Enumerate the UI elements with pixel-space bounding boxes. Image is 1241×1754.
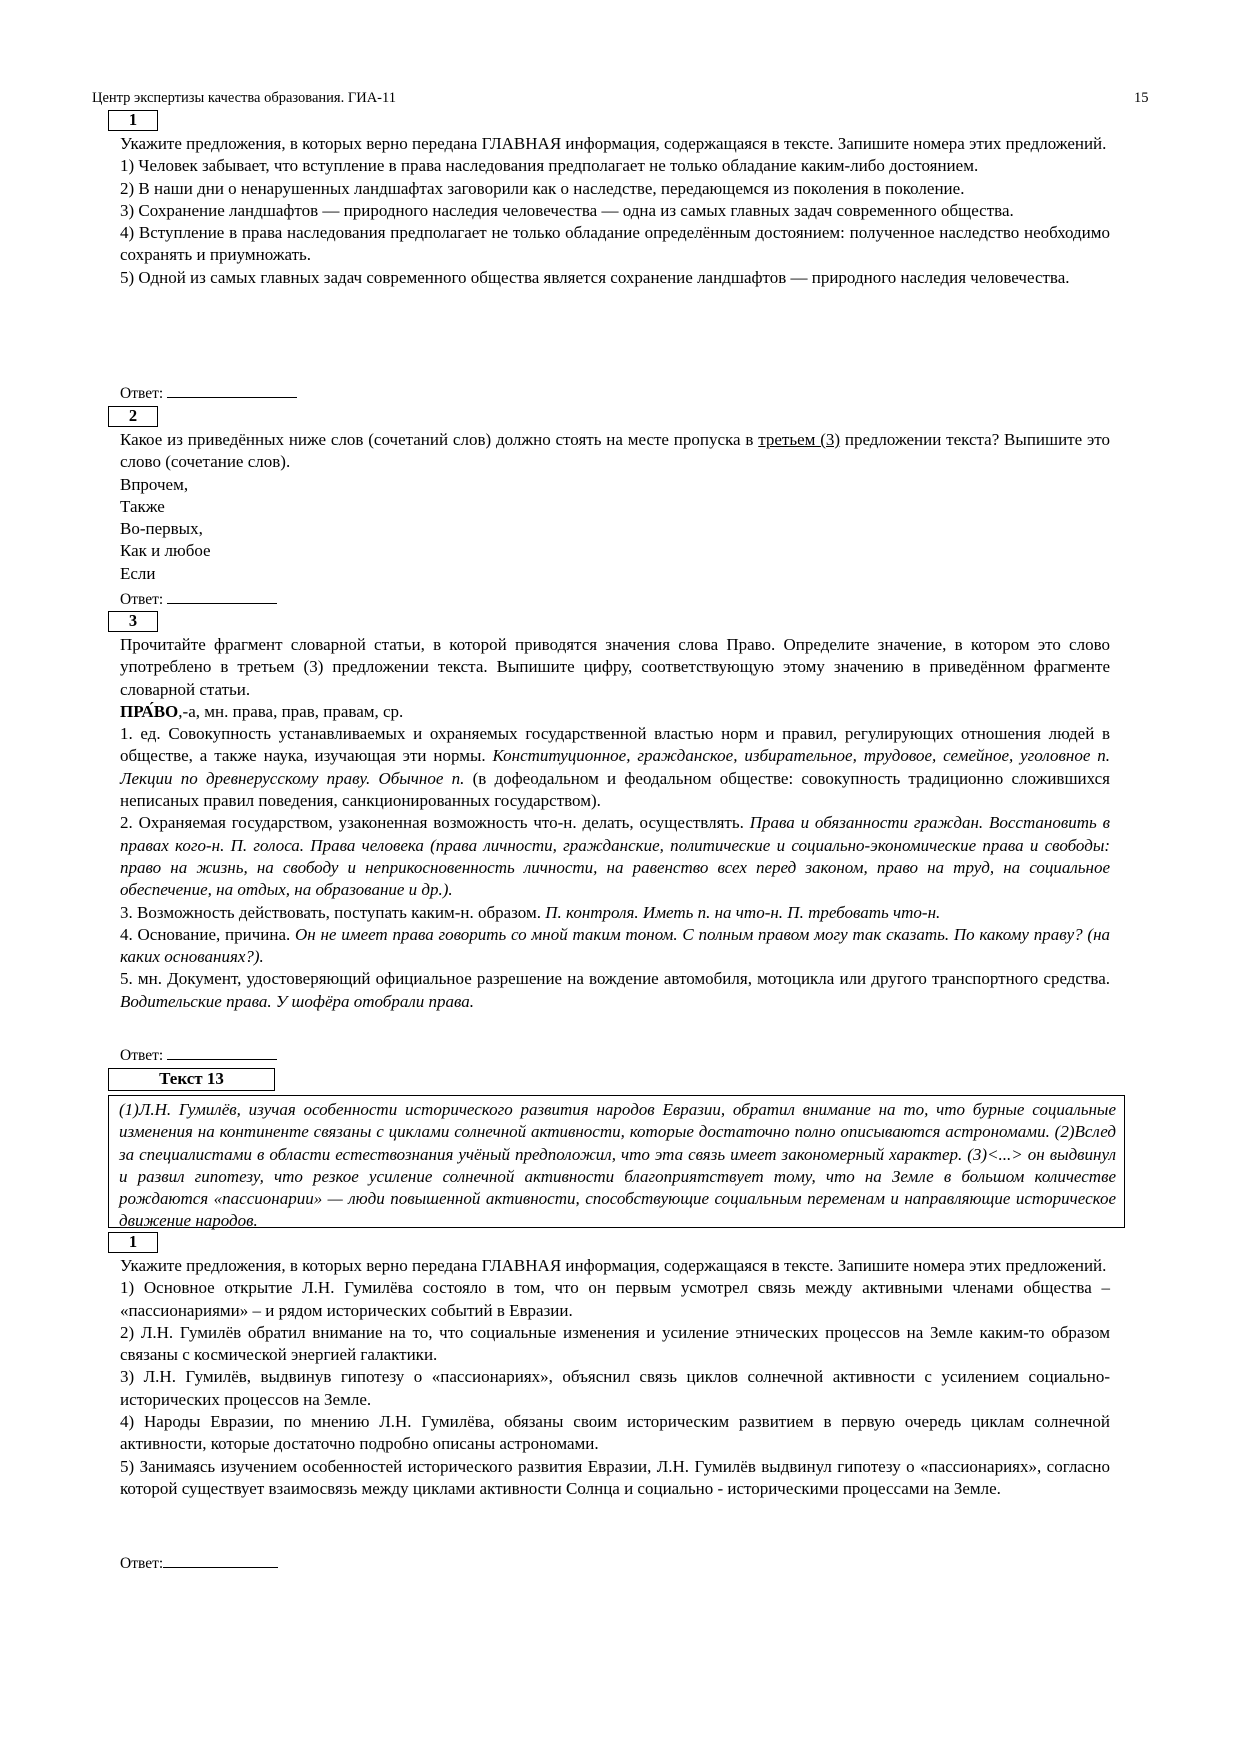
page-number: 15 xyxy=(1134,90,1149,106)
task-number-box: 1 xyxy=(108,1232,158,1253)
answer-line xyxy=(120,1045,277,1065)
task-number-box: 1 xyxy=(108,110,158,131)
task-number-box: 2 xyxy=(108,406,158,427)
task2-block xyxy=(120,429,1110,585)
answer-label: Ответ: xyxy=(120,385,168,402)
answer-label: Ответ: xyxy=(120,1555,164,1572)
task-instruction: Укажите предложения, в которых верно передана ГЛАВНАЯ информация, содержащаяся в тексте. Запишите номера этих предложений. xyxy=(120,134,1107,153)
dictionary-meaning: 5. мн. Документ, удостоверяющий официальное разрешение на вождение автомобиля, мотоцикла или другого транспортного средства. Водительские права. У шофёра отобрали права. xyxy=(120,969,1110,1011)
answer-blank[interactable] xyxy=(163,1553,278,1568)
answer-option: 4) Вступление в права наследования предполагает не только обладание определённым достоянием: полученное наследство необходимо сохранять и приумножать. xyxy=(120,223,1110,265)
answer-option: 2) В наши дни о ненарушенных ландшафтах заговорили как о наследстве, передающемся из поколения в поколение. xyxy=(120,178,965,198)
word-option: Если xyxy=(120,563,156,583)
answer-option: 3) Л.Н. Гумилёв, выдвинув гипотезу о «пассионариях», объяснил связь циклов солнечной активности с усилением социально-исторических процессов на Земле. xyxy=(120,1367,1110,1409)
answer-option: 5) Одной из самых главных задач современного общества является сохранение ландшафтов — природного наследия человечества. xyxy=(120,267,1070,287)
underlined-reference: третьем (3) xyxy=(758,430,841,449)
answer-line xyxy=(120,1553,278,1573)
source-text: (1)Л.Н. Гумилёв, изучая особенности исторического развития народов Евразии, обратил внимание на то, что бурные социальные изменения на континенте связаны с циклами солнечной активности, которые достаточно полно описываются астрономами. (2)Вслед за специалистами в области естествознания учёный предположил, что эта связь имеет закономерный характер. (3)<...> он выдвинул и развил гипотезу, что резкое усиление солнечной активности благоприятствует тому, что на Земле в большом количестве рождаются «пассионарии» — люди повышенной активности, способствующие социальным переменам и направляющие историческое движение народов. xyxy=(119,1100,1116,1231)
answer-label: Ответ: xyxy=(120,591,168,608)
answer-blank[interactable] xyxy=(167,589,277,604)
word-option: Как и любое xyxy=(120,541,211,561)
task-number-box: 3 xyxy=(108,611,158,632)
answer-option: 2) Л.Н. Гумилёв обратил внимание на то, что социальные изменения и усиление этнических процессов на Земле каким-то образом связаны с космической энергией галактики. xyxy=(120,1322,1110,1365)
dictionary-meaning: 2. Охраняемая государством, узаконенная возможность что-н. делать, осуществлять. Права и обязанности граждан. Восстановить в правах кого-н. П. голоса. Права человека (права личности, гражданские, политические и социально-экономические права и свободы: право на жизнь, на свободу и неприкосновенность личности, на равенство всех перед законом, право на труд, на социальное обеспечение, на отдых, на образование и др.). xyxy=(120,813,1110,900)
answer-label: Ответ: xyxy=(120,1047,168,1064)
dictionary-meaning: 4. Основание, причина. Он не имеет права говорить со мной таким тоном. С полным правом могу так сказать. По какому праву? (на каких основаниях?). xyxy=(120,924,1110,967)
task-instruction: Укажите предложения, в которых верно передана ГЛАВНАЯ информация, содержащаяся в тексте. Запишите номера этих предложений. xyxy=(120,1256,1107,1275)
word-option: Во-первых, xyxy=(120,519,203,539)
answer-option: 4) Народы Евразии, по мнению Л.Н. Гумилёва, обязаны своим историческим развитием в первую очередь циклам солнечной активности, которые достаточно подробно описаны астрономами. xyxy=(120,1412,1110,1454)
task1-block xyxy=(120,133,1110,289)
text-title: Текст 13 xyxy=(108,1068,275,1091)
task-instruction: Прочитайте фрагмент словарной статьи, в которой приводятся значения слова Право. Определите значение, в котором это слово употреблено в третьем (3) предложении текста. Выпишите цифру, соответствующую этому значению в приведённом фрагменте словарной статьи. xyxy=(120,635,1110,699)
word-option: Также xyxy=(120,496,165,516)
dictionary-headword-line: ПРА́ВО,-а, мн. права, прав, правам, ср. xyxy=(120,701,404,721)
dictionary-meaning: 1. ед. Совокупность устанавливаемых и охраняемых государственной властью норм и правил, регулирующих отношения людей в обществе, а также наука, изучающая эти нормы. Конституционное, гражданское, избирательное, трудовое, семейное, уголовное п. Лекции по древнерусскому праву. Обычное п. (в дофеодальном и феодальном обществе: совокупность традиционно сложившихся неписаных правил поведения, санкционированных государством). xyxy=(120,724,1111,811)
word-option: Впрочем, xyxy=(120,474,189,494)
source-text-box xyxy=(108,1095,1125,1231)
answer-option: 3) Сохранение ландшафтов — природного наследия человечества — одна из самых главных задач современного общества. xyxy=(120,200,1014,220)
answer-line xyxy=(120,589,277,609)
task3-block xyxy=(120,634,1110,1013)
task4-block xyxy=(120,1255,1110,1500)
dictionary-headword: ПРА́ВО xyxy=(120,701,179,721)
answer-line xyxy=(120,383,297,403)
answer-option: 1) Человек забывает, что вступление в права наследования предполагает не только обладание каким-либо достоянием. xyxy=(120,156,979,176)
task-instruction: Какое из приведённых ниже слов (сочетаний слов) должно стоять на месте пропуска в третьем (3) предложении текста? Выпишите это слово (сочетание слов). xyxy=(120,430,1110,472)
answer-option: 5) Занимаясь изучением особенностей исторического развития Евразии, Л.Н. Гумилёв выдвинул гипотезу о «пассионариях», согласно которой существует взаимосвязь между циклами активности Солнца и социально - историческими процессами на Земле. xyxy=(120,1456,1110,1498)
answer-blank[interactable] xyxy=(167,383,297,398)
page-header: Центр экспертизы качества образования. ГИА-11 xyxy=(92,90,396,106)
answer-option: 1) Основное открытие Л.Н. Гумилёва состояло в том, что он первым усмотрел связь между активными членами общества – «пассионариями» – и рядом исторических событий в Евразии. xyxy=(120,1278,1110,1320)
answer-blank[interactable] xyxy=(167,1045,277,1060)
dictionary-meaning: 3. Возможность действовать, поступать каким-н. образом. П. контроля. Иметь п. на что-н. П. требовать что-н. xyxy=(120,902,941,922)
